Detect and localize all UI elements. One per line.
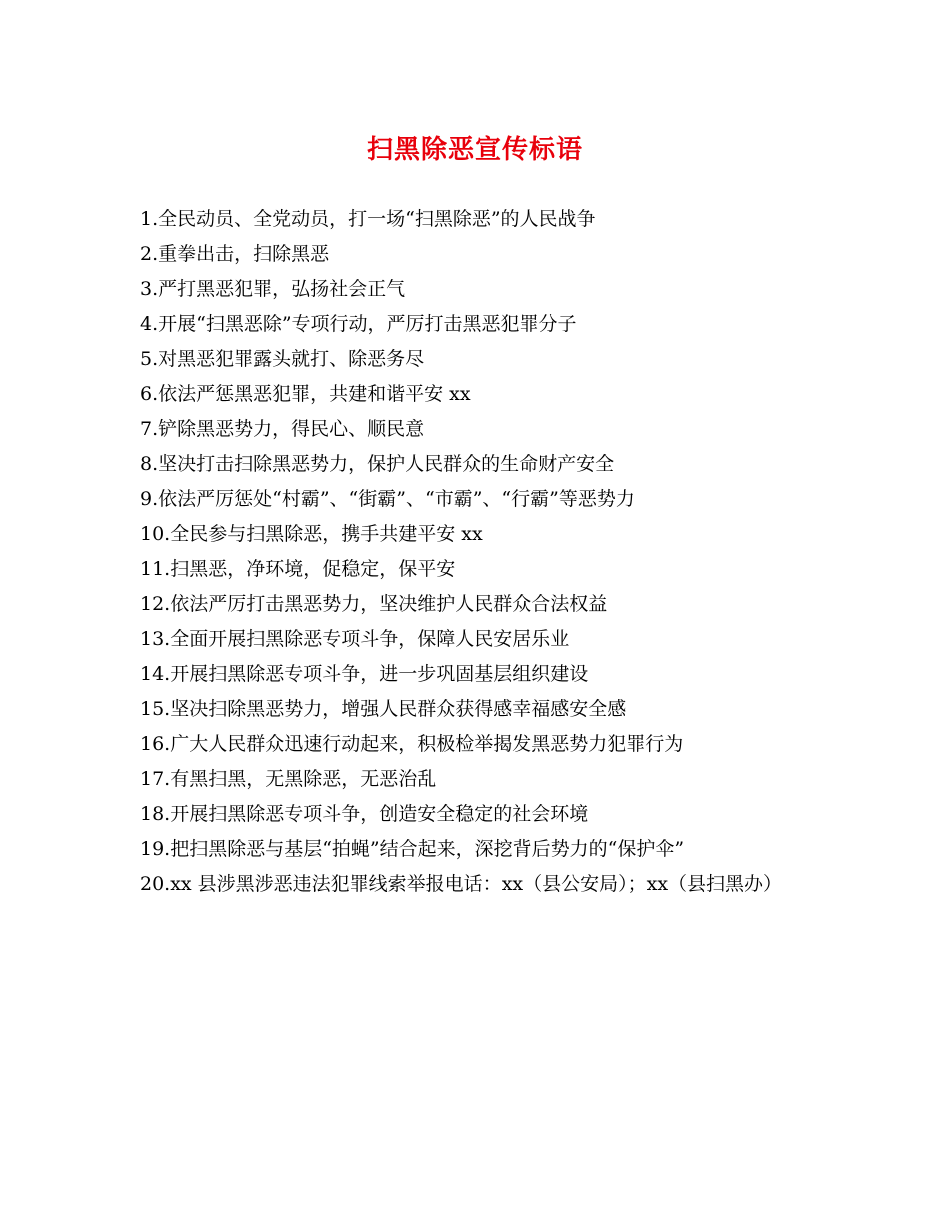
slogan-item: 8.坚决打击扫除黑恶势力，保护人民群众的生命财产安全 xyxy=(140,453,615,475)
slogan-item: 17.有黑扫黑，无黑除恶，无恶治乱 xyxy=(140,768,437,790)
slogan-item: 12.依法严厉打击黑恶势力，坚决维护人民群众合法权益 xyxy=(140,593,608,615)
slogan-item: 3.严打黑恶犯罪，弘扬社会正气 xyxy=(140,278,406,300)
slogan-list xyxy=(140,202,830,902)
document-title: 扫黑除恶宣传标语 xyxy=(366,135,583,165)
slogan-item: 6.依法严惩黑恶犯罪，共建和谐平安 xx xyxy=(140,383,471,405)
slogan-item: 16.广大人民群众迅速行动起来，积极检举揭发黑恶势力犯罪行为 xyxy=(140,733,684,755)
slogan-item: 5.对黑恶犯罪露头就打、除恶务尽 xyxy=(140,348,425,370)
slogan-item: 1.全民动员、全党动员，打一场“扫黑除恶”的人民战争 xyxy=(140,208,596,230)
slogan-item: 9.依法严厉惩处“村霸”、“街霸”、“市霸”、“行霸”等恶势力 xyxy=(140,488,635,510)
slogan-item: 15.坚决扫除黑恶势力，增强人民群众获得感幸福感安全感 xyxy=(140,698,627,720)
slogan-item: 13.全面开展扫黑除恶专项斗争，保障人民安居乐业 xyxy=(140,628,570,650)
slogan-item: 14.开展扫黑除恶专项斗争，进一步巩固基层组织建设 xyxy=(140,663,589,685)
slogan-item: 2.重拳出击，扫除黑恶 xyxy=(140,243,330,265)
slogan-item: 18.开展扫黑除恶专项斗争，创造安全稳定的社会环境 xyxy=(140,803,589,825)
slogan-item: 11.扫黑恶，净环境，促稳定，保平安 xyxy=(140,558,456,580)
slogan-item: 7.铲除黑恶势力，得民心、顺民意 xyxy=(140,418,425,440)
slogan-item: 4.开展“扫黑恶除”专项行动，严厉打击黑恶犯罪分子 xyxy=(140,313,577,335)
slogan-item: 10.全民参与扫黑除恶，携手共建平安 xx xyxy=(140,523,483,545)
slogan-item: 19.把扫黑除恶与基层“拍蝇”结合起来，深挖背后势力的“保护伞” xyxy=(140,838,685,860)
slogan-item: 20.xx 县涉黑涉恶违法犯罪线索举报电话：xx（县公安局）；xx（县扫黑办） xyxy=(140,873,783,895)
